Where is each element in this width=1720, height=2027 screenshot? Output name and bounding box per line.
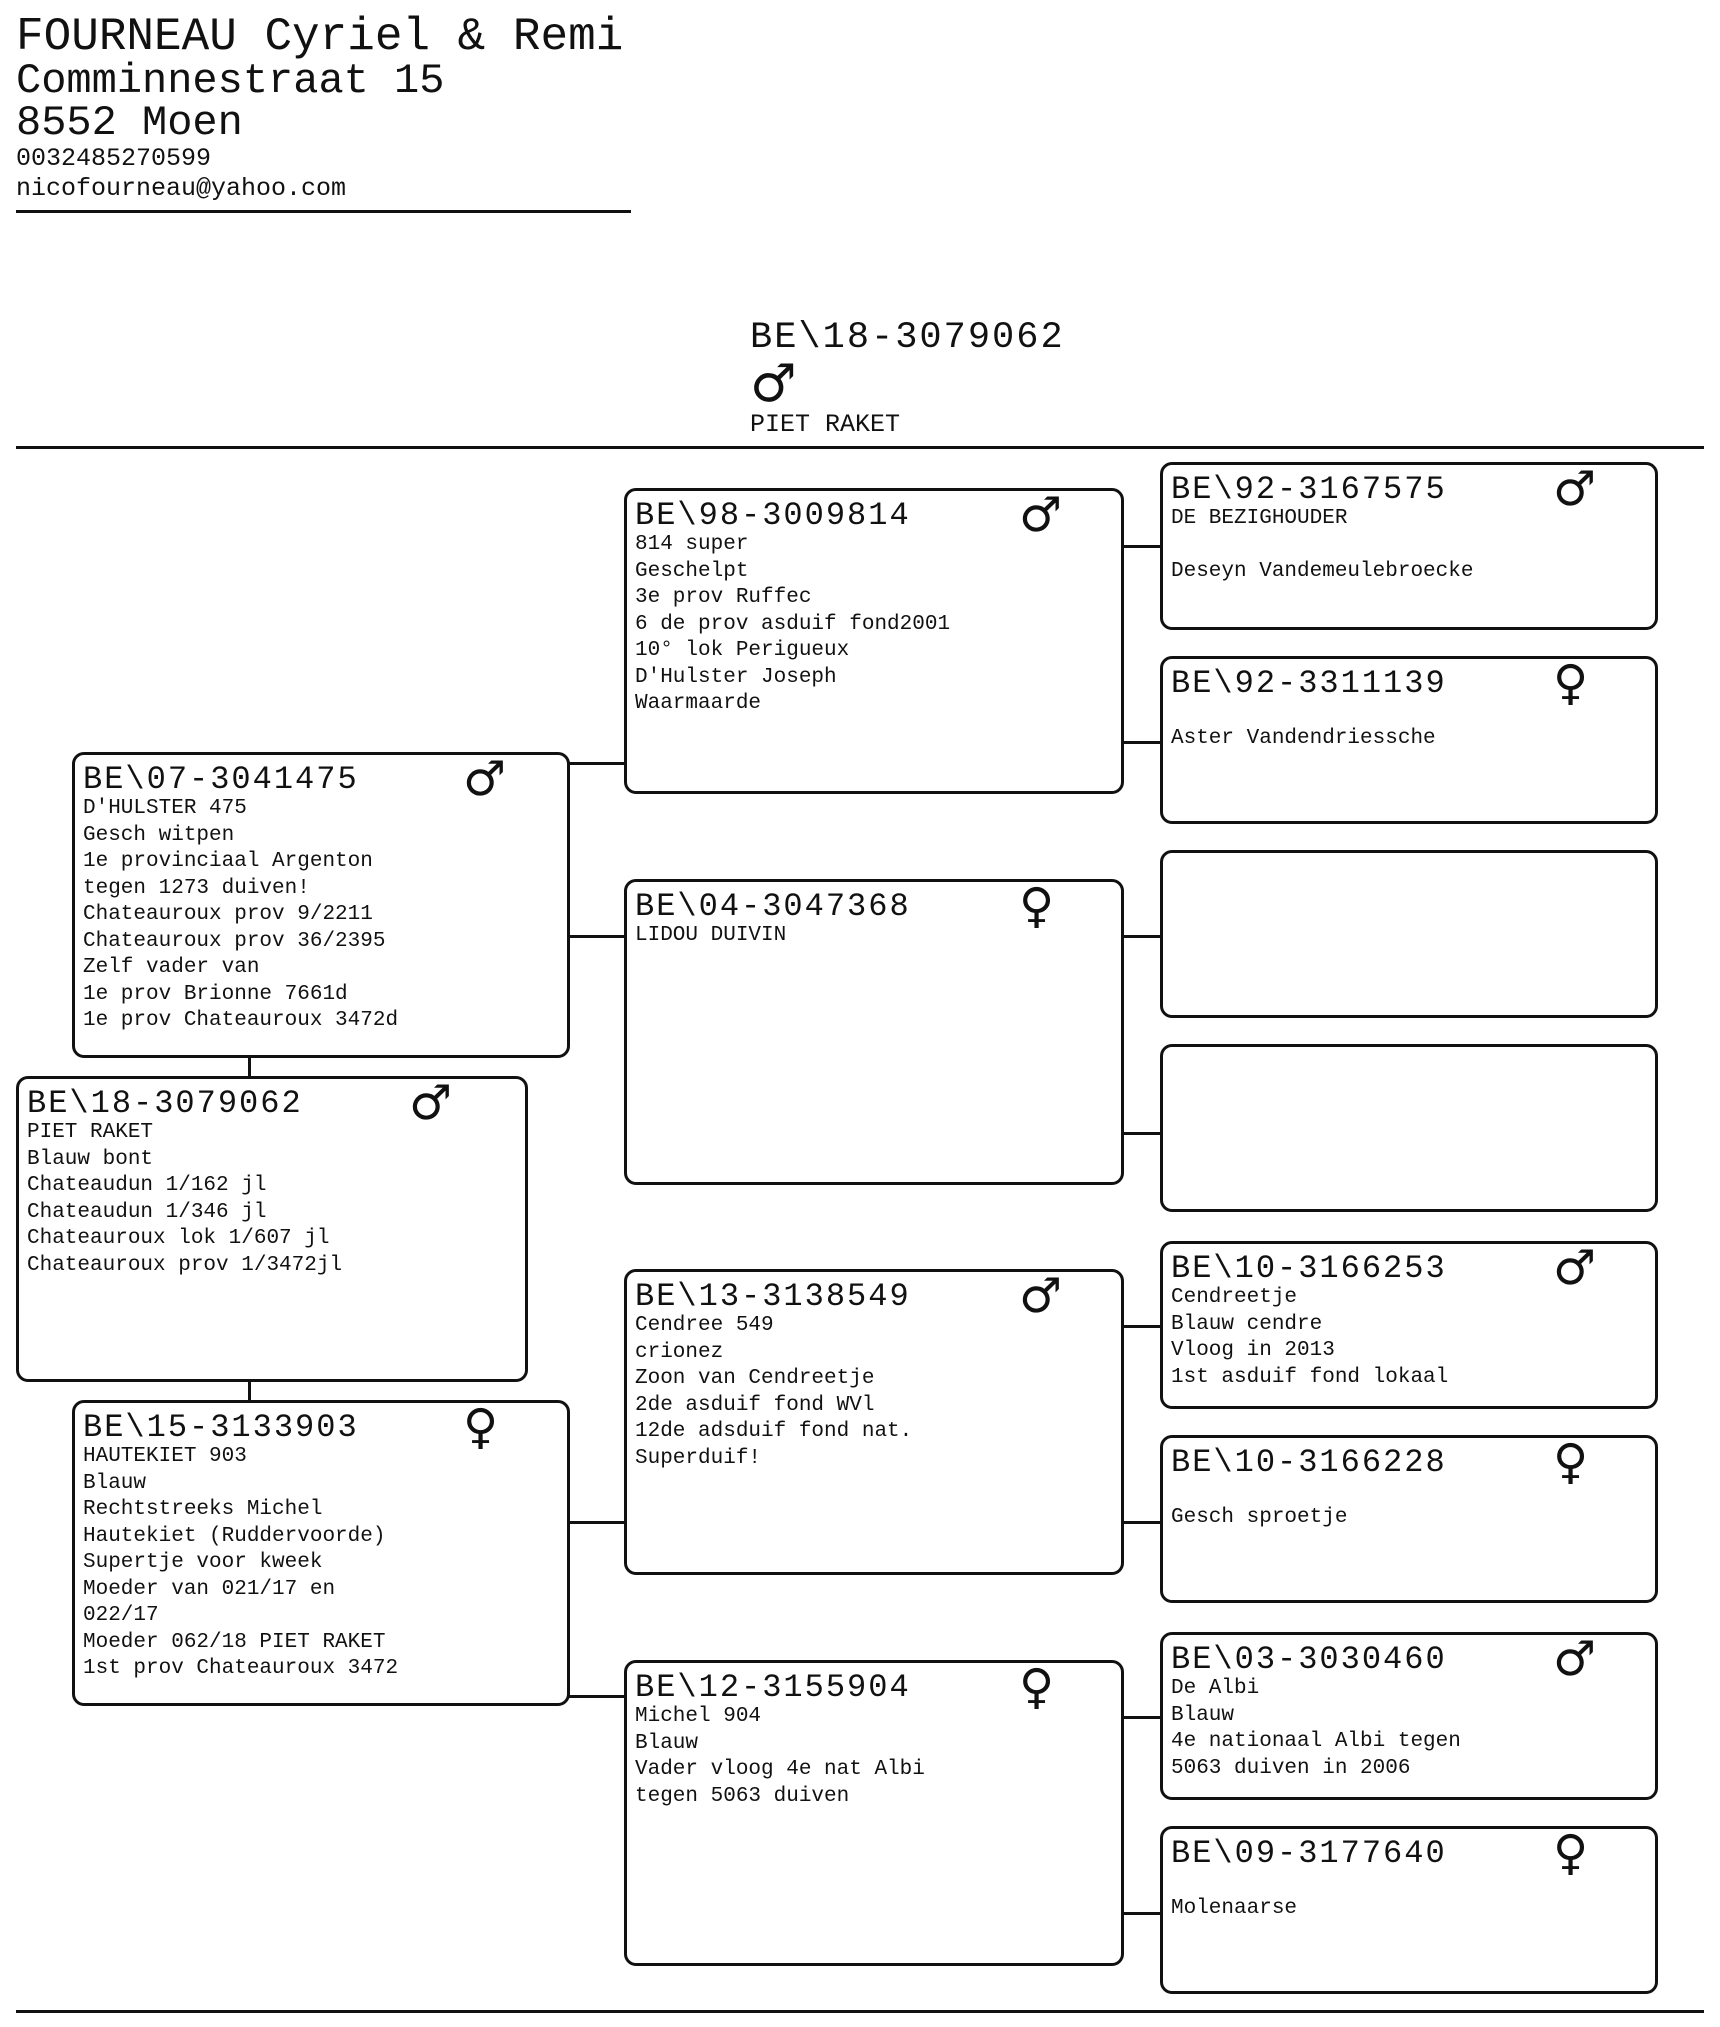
pigeon-info-line: 6 de prov asduif fond2001 (635, 612, 951, 636)
pigeon-card-father[interactable] (72, 752, 570, 1058)
connector (1122, 1521, 1162, 1524)
breeder-line: Gesch sproetje (1171, 1506, 1348, 1529)
pigeon-info-line: Moeder van 021/17 en (83, 1577, 336, 1601)
pigeon-info-line: Geschelpt (635, 559, 749, 583)
male-symbol-icon: ♂ (1553, 1632, 1597, 1687)
connector (248, 1055, 251, 1077)
connector (248, 1380, 251, 1401)
ring-number: BE\04-3047368 (635, 888, 911, 925)
pigeon-card-ff-mother[interactable] (1160, 656, 1658, 824)
connector (568, 762, 626, 765)
pigeon-info-line: Michel 904 (635, 1705, 762, 1728)
subject-heading (750, 318, 1065, 440)
pigeon-info-line: Chateauroux prov 1/3472jl (27, 1253, 343, 1277)
pigeon-card-mm-mother[interactable] (1160, 1826, 1658, 1994)
ring-number: BE\18-3079062 (27, 1085, 303, 1122)
female-symbol-icon: ♀ (1553, 1826, 1589, 1881)
owner-email: nicofourneau@yahoo.com (16, 174, 347, 203)
pigeon-info-line: Cendreetje (1171, 1286, 1298, 1309)
pigeon-info-line: Blauw cendre (1171, 1312, 1323, 1336)
pigeon-info-line: De Albi (1171, 1677, 1260, 1700)
ring-number: BE\98-3009814 (635, 497, 911, 534)
female-symbol-icon: ♀ (1553, 1435, 1589, 1490)
connector (1122, 935, 1162, 938)
pigeon-info-line: Zelf vader van (83, 956, 260, 979)
pigeon-info-line: Blauw (1171, 1703, 1235, 1727)
pigeon-info-line: Chateaudun 1/162 jl (27, 1174, 267, 1197)
pigeon-info-line: PIET RAKET (27, 1121, 154, 1144)
ring-number: BE\07-3041475 (83, 761, 359, 798)
pigeon-card-ff-father[interactable] (1160, 462, 1658, 630)
pigeon-info-line: HAUTEKIET 903 (83, 1445, 247, 1468)
pigeon-info-line: 814 super (635, 533, 749, 556)
top-divider (16, 446, 1704, 449)
pigeon-info-line: Vader vloog 4e nat Albi (635, 1758, 925, 1781)
pigeon-card-mother-mother[interactable] (624, 1660, 1124, 1966)
pigeon-info-line: Waarmaarde (635, 692, 762, 715)
pigeon-info-line: Hautekiet (Ruddervoorde) (83, 1524, 386, 1548)
owner-street: Comminnestraat 15 (16, 57, 445, 105)
pigeon-info-line: tegen 5063 duiven (635, 1784, 850, 1808)
ring-number: BE\03-3030460 (1171, 1641, 1447, 1678)
pigeon-info-line: 1e prov Brionne 7661d (83, 982, 348, 1006)
pigeon-card-father-mother[interactable] (624, 879, 1124, 1185)
subject-name: PIET RAKET (750, 410, 901, 439)
pigeon-info-line: 1st asduif fond lokaal (1171, 1365, 1449, 1389)
ring-number: BE\09-3177640 (1171, 1835, 1447, 1872)
pigeon-info-line: 10° lok Perigueux (635, 639, 850, 662)
pigeon-info-line: 12de adsduif fond nat. (635, 1420, 913, 1443)
ring-number: BE\92-3311139 (1171, 665, 1447, 702)
owner-name: FOURNEAU Cyriel & Remi (16, 11, 624, 63)
pigeon-info-line: Gesch witpen (83, 823, 235, 847)
pigeon-info-line: Chateaudun 1/346 jl (27, 1200, 267, 1224)
pigeon-card-father-father[interactable] (624, 488, 1124, 794)
pigeon-info-line: Vloog in 2013 (1171, 1339, 1335, 1362)
pigeon-info-line: 1e provinciaal Argenton (83, 850, 373, 873)
female-symbol-icon: ♀ (1553, 656, 1589, 711)
owner-phone: 0032485270599 (16, 144, 212, 173)
ring-number: BE\10-3166228 (1171, 1444, 1447, 1481)
female-symbol-icon: ♀ (463, 1400, 499, 1455)
pigeon-info-line: Zoon van Cendreetje (635, 1367, 875, 1390)
male-symbol-icon: ♂ (750, 354, 797, 414)
pigeon-info-line: Chateauroux lok 1/607 jl (27, 1227, 330, 1250)
pigeon-card-mother[interactable] (72, 1400, 570, 1706)
pigeon-card-self[interactable] (16, 1076, 528, 1382)
connector (1122, 545, 1162, 548)
pigeon-card-mm-father[interactable] (1160, 1632, 1658, 1800)
pigeon-info-line: Blauw (635, 1731, 699, 1755)
connector (568, 1695, 626, 1698)
pigeon-info-line: D'Hulster Joseph (635, 665, 837, 689)
male-symbol-icon: ♂ (463, 752, 507, 807)
subject-ring: BE\18-3079062 (750, 317, 1065, 359)
pigeon-info-line: DE BEZIGHOUDER (1171, 507, 1348, 530)
male-symbol-icon: ♂ (1019, 488, 1063, 543)
pigeon-info-line: Blauw bont (27, 1147, 154, 1171)
breeder-line: Deseyn Vandemeulebroecke (1171, 559, 1474, 583)
connector (1122, 1716, 1162, 1719)
pigeon-info-line: D'HULSTER 475 (83, 797, 247, 820)
ring-number: BE\92-3167575 (1171, 471, 1447, 508)
ring-number: BE\13-3138549 (635, 1278, 911, 1315)
pigeon-info-line: Rechtstreeks Michel (83, 1498, 323, 1521)
pigeon-info-line: Chateauroux prov 9/2211 (83, 903, 373, 926)
ring-number: BE\12-3155904 (635, 1669, 911, 1706)
connector (1122, 741, 1162, 744)
pigeon-info-line: Blauw (83, 1471, 147, 1495)
pigeon-card-fm-father-empty[interactable] (1160, 850, 1658, 1018)
breeder-line: Aster Vandendriessche (1171, 727, 1436, 750)
pigeon-info-line: 1e prov Chateauroux 3472d (83, 1009, 399, 1032)
connector (568, 935, 626, 938)
pigeon-info-line: Cendree 549 (635, 1314, 774, 1337)
ring-number: BE\10-3166253 (1171, 1250, 1447, 1287)
pigeon-info-line: 3e prov Ruffec (635, 586, 812, 609)
pigeon-card-mother-father[interactable] (624, 1269, 1124, 1575)
connector (1122, 1912, 1162, 1915)
pigeon-info-line: Moeder 062/18 PIET RAKET (83, 1630, 386, 1654)
bottom-divider (16, 2010, 1704, 2013)
ring-number: BE\15-3133903 (83, 1409, 359, 1446)
owner-underline (16, 210, 631, 213)
pigeon-card-mf-mother[interactable] (1160, 1435, 1658, 1603)
pigeon-info-line: 4e nationaal Albi tegen (1171, 1730, 1461, 1753)
pigeon-info-line: LIDOU DUIVIN (635, 924, 787, 947)
connector (1122, 1325, 1162, 1328)
male-symbol-icon: ♂ (1553, 462, 1597, 517)
spacer (1171, 533, 1655, 559)
pigeon-info-line: Supertje voor kweek (83, 1551, 323, 1574)
connector (1122, 1132, 1162, 1135)
pigeon-info-line: 022/17 (83, 1604, 159, 1627)
pigeon-info-line: 1st prov Chateauroux 3472 (83, 1657, 399, 1680)
female-symbol-icon: ♀ (1019, 1660, 1055, 1715)
pigeon-info-line: tegen 1273 duiven! (83, 876, 310, 900)
pigeon-info-line: crionez (635, 1340, 724, 1364)
owner-city: 8552 Moen (16, 99, 243, 147)
breeder-line: Molenaarse (1171, 1897, 1298, 1920)
pigeon-info-line: Superduif! (635, 1446, 762, 1470)
pigeon-card-mf-father[interactable] (1160, 1241, 1658, 1409)
connector (568, 1521, 626, 1524)
owner-block (16, 11, 624, 204)
pigeon-info-line: Chateauroux prov 36/2395 (83, 929, 386, 953)
male-symbol-icon: ♂ (1019, 1269, 1063, 1324)
pigeon-info-line: 5063 duiven in 2006 (1171, 1756, 1411, 1780)
pigeon-card-fm-mother-empty[interactable] (1160, 1044, 1658, 1212)
female-symbol-icon: ♀ (1019, 879, 1055, 934)
pigeon-info-line: 2de asduif fond WVl (635, 1393, 875, 1417)
male-symbol-icon: ♂ (1553, 1241, 1597, 1296)
male-symbol-icon: ♂ (409, 1076, 453, 1131)
